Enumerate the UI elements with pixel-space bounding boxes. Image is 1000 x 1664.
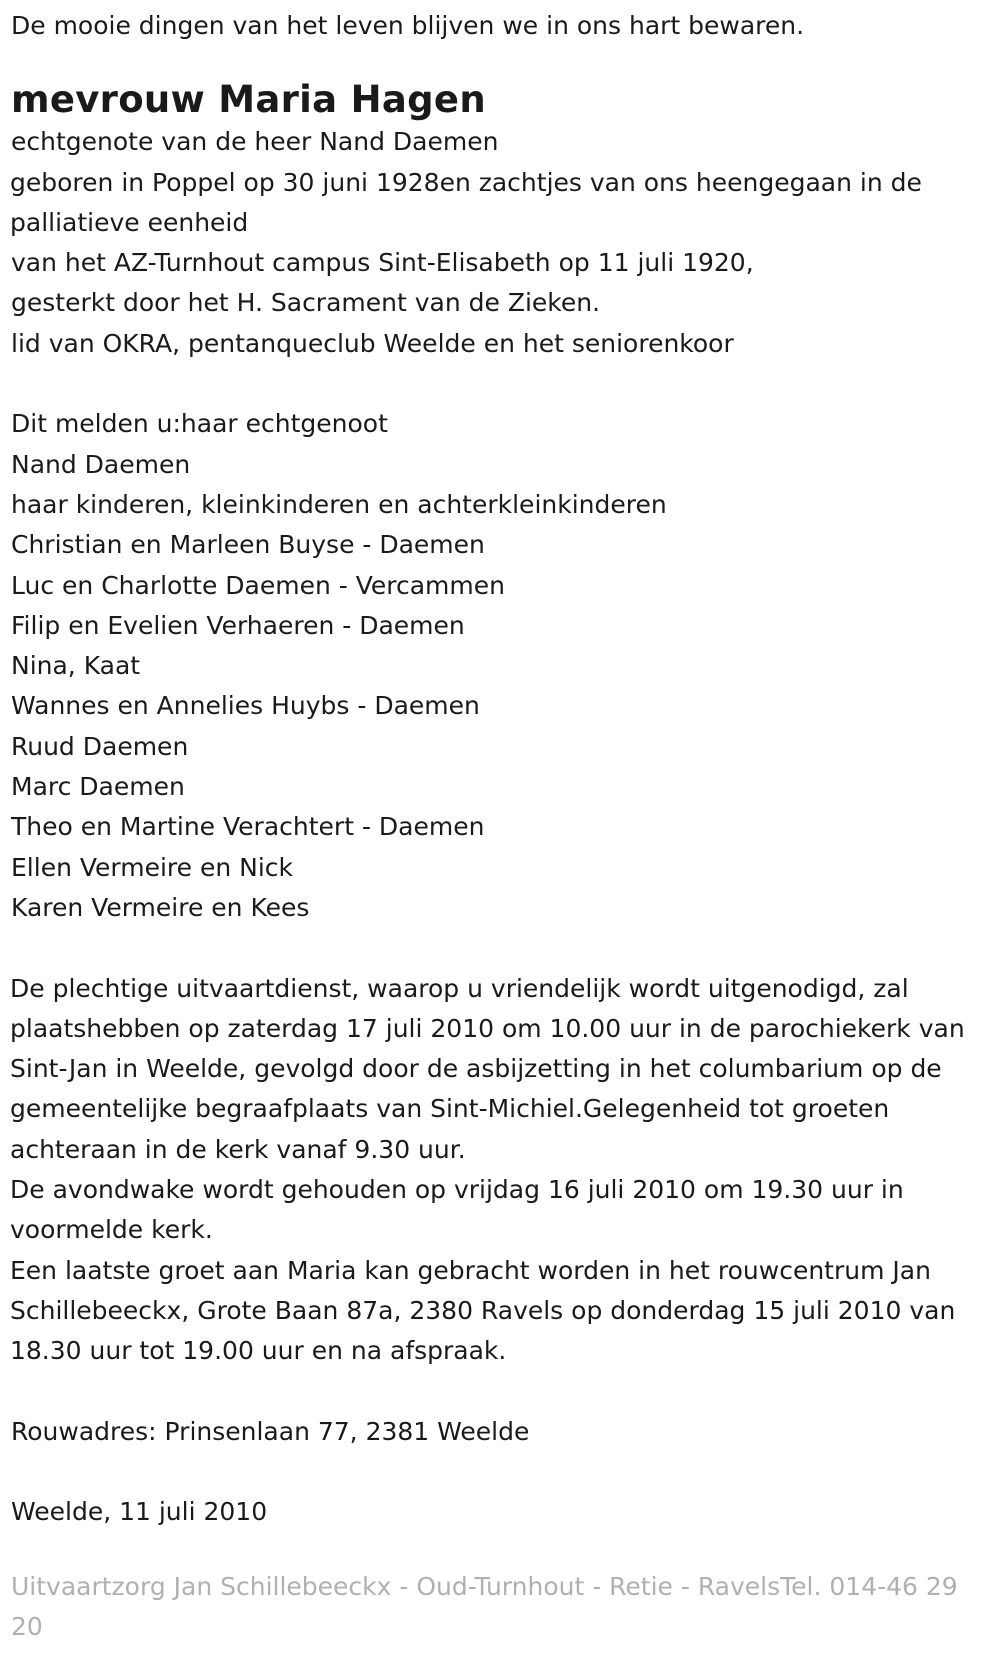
bio-membership: lid van OKRA, pentanqueclub Weelde en het seniorenkoor: [11, 328, 734, 358]
family-member: Luc en Charlotte Daemen - Vercammen: [11, 570, 505, 600]
family-member: Nina, Kaat: [11, 651, 141, 681]
bio-hospital: van het AZ-Turnhout campus Sint-Elisabeth op 11 juli 1920,: [11, 248, 754, 278]
bio-birth: geboren in Poppel op 30 juni 1928en zachtjes van ons heengegaan in de palliatieve eenheid: [10, 167, 922, 237]
mourning-address: Rouwadres: Prinsenlaan 77, 2381 Weelde: [11, 1416, 530, 1446]
spacer: [11, 364, 989, 404]
spacer: [11, 1372, 989, 1412]
spacer: [11, 928, 989, 968]
family-member: Theo en Martine Verachtert - Daemen: [11, 812, 485, 842]
farewell-info: Een laatste groet aan Maria kan gebracht worden in het rouwcentrum Jan Schillebeeckx, Grote Baan 87a, 2380 Ravels op donderdag 15 juli 2010 van 18.30 uur tot 19.00 uur en na afspraak.: [10, 1255, 956, 1366]
bio-sacrament: gesterkt door het H. Sacrament van de Zieken.: [11, 288, 601, 318]
family-member: Christian en Marleen Buyse - Daemen: [11, 530, 485, 560]
family-member: Filip en Evelien Verhaeren - Daemen: [11, 610, 465, 640]
bio-block: [11, 122, 989, 364]
funeral-home-footer: Uitvaartzorg Jan Schillebeeckx - Oud-Turnhout - Retie - RavelsTel. 014-46 29 20: [11, 1571, 958, 1641]
family-member: haar kinderen, kleinkinderen en achterkleinkinderen: [11, 489, 667, 519]
funeral-service: De plechtige uitvaartdienst, waarop u vriendelijk wordt uitgenodigd, zal plaatshebben op zaterdag 17 juli 2010 om 10.00 uur in de parochiekerk van Sint-Jan in Weelde, gevolgd door de asbijzetting in het columbarium op de gemeentelijke begraafplaats van Sint-Michiel.Gelegenheid tot groeten achteraan in de kerk vanaf 9.30 uur.: [10, 973, 965, 1164]
service-details: [11, 969, 989, 1372]
motto: De mooie dingen van het leven blijven we in ons hart bewaren.: [11, 11, 805, 40]
family-intro: Dit melden u:haar echtgenoot: [11, 409, 388, 439]
family-member: Wannes en Annelies Huybs - Daemen: [11, 691, 480, 721]
place-date: Weelde, 11 juli 2010: [11, 1497, 268, 1527]
bio-spouse: echtgenote van de heer Nand Daemen: [11, 127, 499, 157]
vigil-info: De avondwake wordt gehouden op vrijdag 16 juli 2010 om 19.30 uur in voormelde kerk.: [10, 1175, 904, 1245]
family-member: Ellen Vermeire en Nick: [11, 852, 294, 882]
deceased-name: mevrouw Maria Hagen: [11, 78, 486, 122]
family-list: [11, 404, 989, 928]
family-member: Nand Daemen: [11, 449, 191, 479]
spacer: [11, 1452, 989, 1492]
family-member: Karen Vermeire en Kees: [11, 892, 310, 922]
family-member: Marc Daemen: [11, 772, 185, 802]
family-member: Ruud Daemen: [11, 731, 189, 761]
